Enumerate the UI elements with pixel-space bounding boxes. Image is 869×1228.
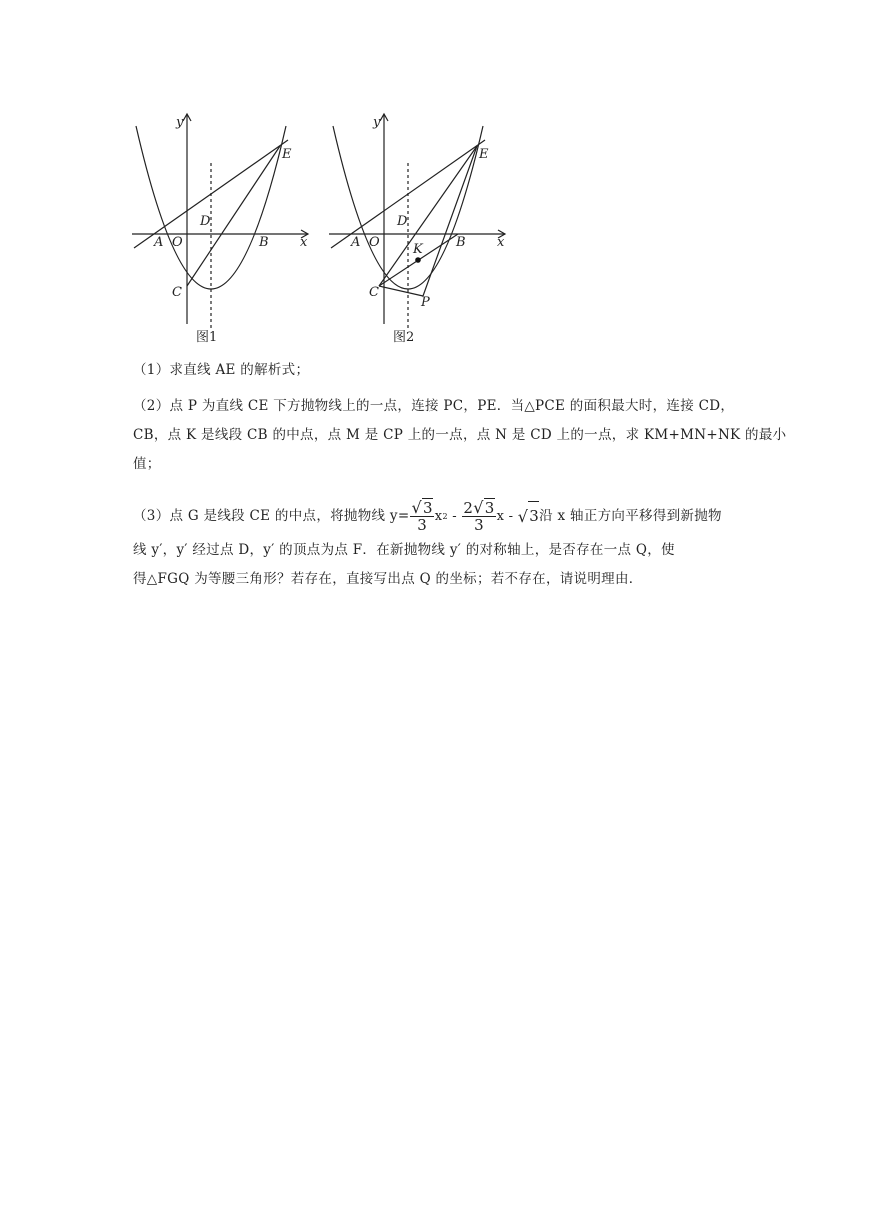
label-b: B — [259, 235, 269, 250]
point-k — [415, 257, 421, 263]
caption-2: 图2 — [393, 330, 415, 345]
question-2-line-3: 值； — [133, 456, 161, 472]
label-d: D — [200, 214, 211, 229]
formula: $\frac{√3}{3}$ x 2 - $\frac{2√3}{3}$ x - √ 3 — [411, 497, 540, 534]
question-3-suffix: 沿 x 轴正方向平移得到新抛物 — [539, 507, 722, 524]
label-a: A — [154, 235, 164, 250]
label-d: D — [397, 214, 408, 229]
label-x: x — [497, 235, 505, 250]
label-y: y — [373, 115, 381, 130]
label-o: O — [369, 235, 380, 250]
caption-1: 图1 — [196, 330, 218, 345]
label-a: A — [351, 235, 361, 250]
question-3 — [133, 496, 743, 594]
line-pe — [423, 146, 477, 296]
label-c: C — [369, 285, 379, 300]
question-2-line-1: （2）点 P 为直线 CE 下方抛物线上的一点，连接 PC，PE．当△PCE 的面积最大时，连接 CD， — [133, 398, 735, 414]
figure-1 — [128, 108, 318, 348]
question-1 — [133, 356, 743, 385]
label-k: K — [413, 242, 423, 257]
question-3-prefix: （3）点 G 是线段 CE 的中点，将抛物线 y= — [133, 507, 410, 524]
question-2 — [133, 392, 787, 479]
question-1-text: （1）求直线 AE 的解析式； — [133, 362, 310, 378]
label-x: x — [300, 235, 308, 250]
label-o: O — [172, 235, 183, 250]
question-3-line-1 — [133, 496, 743, 536]
question-3-line-2: 线 y′，y′ 经过点 D，y′ 的顶点为点 F．在新抛物线 y′ 的对称轴上，是否存在一点 Q，使 — [133, 542, 675, 558]
line-ce — [379, 146, 477, 286]
figure-2 — [325, 108, 515, 348]
fraction-2: $\frac{2√3}{3}$ — [463, 497, 495, 534]
label-p: P — [421, 295, 430, 310]
question-2-line-2: CB，点 K 是线段 CB 的中点，点 M 是 CP 上的一点，点 N 是 CD 上的一点，求 KM+MN+NK 的最小 — [133, 427, 787, 443]
label-e: E — [282, 147, 292, 162]
question-3-line-3: 得△FGQ 为等腰三角形？若存在，直接写出点 Q 的坐标；若不存在，请说明理由． — [133, 571, 643, 587]
fraction-1: $\frac{√3}{3}$ — [411, 497, 433, 534]
label-c: C — [172, 285, 182, 300]
label-y: y — [176, 115, 184, 130]
label-b: B — [456, 235, 466, 250]
label-e: E — [479, 147, 489, 162]
